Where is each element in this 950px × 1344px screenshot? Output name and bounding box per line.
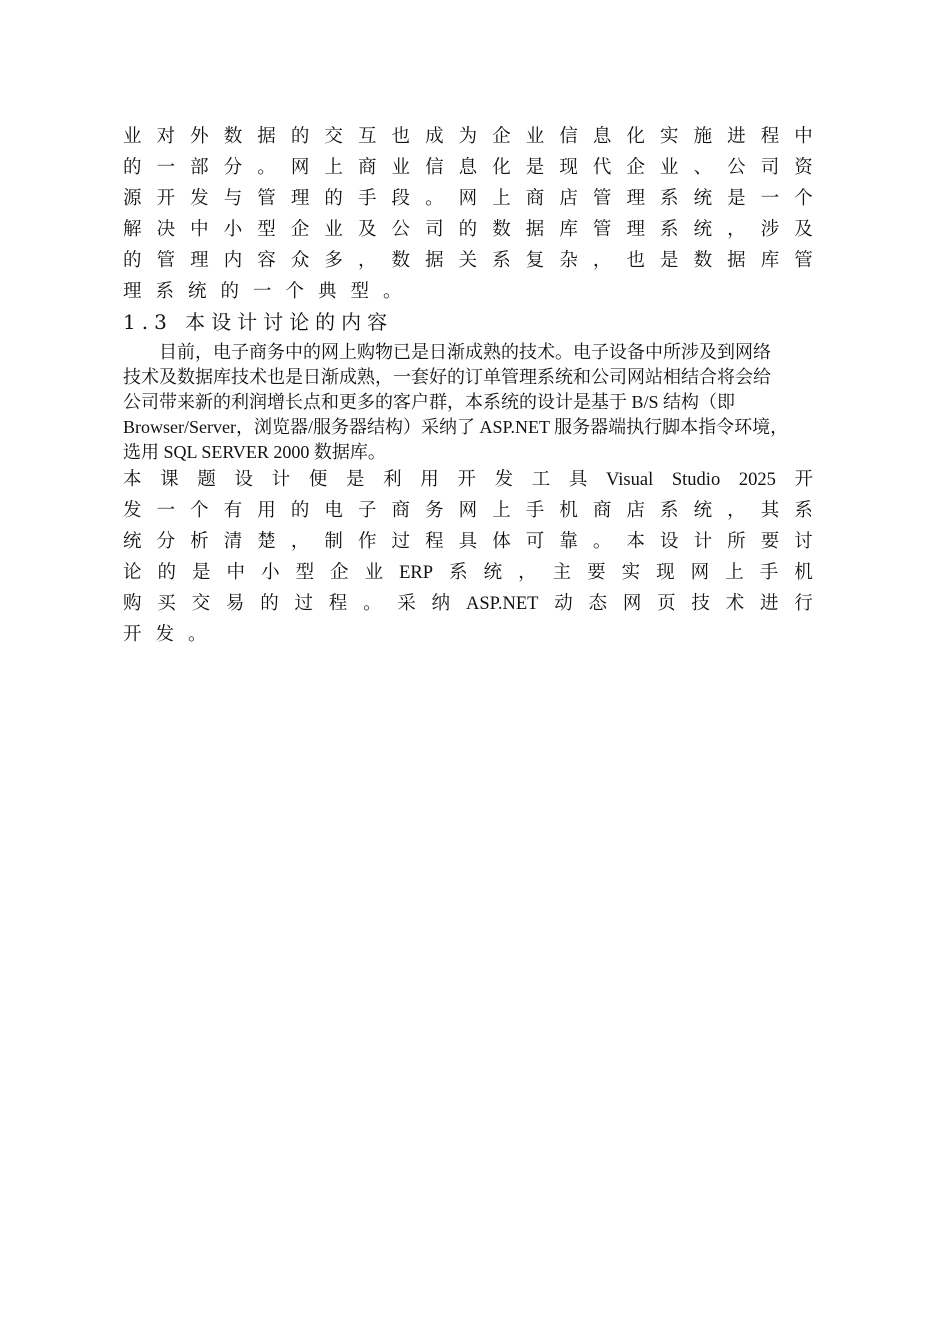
paragraph-3-line-5: 购 买 交 易 的 过 程 。 采 纳 ASP.NET 动 态 网 页 技 术 进 行	[123, 594, 813, 614]
paragraph-1-line-3: 源 开 发 与 管 理 的 手 段 。 网 上 商 店 管 理 系 统 是 一 个	[123, 188, 813, 209]
paragraph-3-line-4: 论 的 是 中 小 型 企 业 ERP 系 统 ， 主 要 实 现 网 上 手 机	[123, 563, 813, 583]
paragraph-3-line-6: 开发。	[123, 625, 221, 645]
section-heading: 1.3 本设计讨论的内容	[123, 310, 394, 334]
paragraph-2-line-1: 目前，电子商务中的网上购物已是日渐成熟的技术。电子设备中所涉及到网络	[123, 342, 771, 362]
paragraph-2-line-4: Browser/Server，浏览器/服务器结构）采纳了 ASP.NET 服务器端执行脚本指令环境，	[123, 417, 789, 437]
paragraph-1-line-1: 业 对 外 数 据 的 交 互 也 成 为 企 业 信 息 化 实 施 进 程 中	[123, 126, 813, 147]
paragraph-2-line-2: 技术及数据库技术也是日渐成熟，一套好的订单管理系统和公司网站相结合将会给	[123, 367, 771, 387]
paragraph-1-line-4: 解 决 中 小 型 企 业 及 公 司 的 数 据 库 管 理 系 统 ， 涉 及	[123, 219, 813, 240]
paragraph-1-line-2: 的 一 部 分 。 网 上 商 业 信 息 化 是 现 代 企 业 、 公 司 资	[123, 157, 813, 178]
paragraph-1-line-6: 理系统的一个典型。	[123, 281, 416, 302]
paragraph-3-line-3: 统 分 析 清 楚 ， 制 作 过 程 具 体 可 靠 。 本 设 计 所 要 讨	[123, 532, 813, 552]
paragraph-3-line-2: 发 一 个 有 用 的 电 子 商 务 网 上 手 机 商 店 系 统 ， 其 系	[123, 501, 813, 521]
paragraph-1-line-5: 的 管 理 内 容 众 多 ， 数 据 关 系 复 杂 ， 也 是 数 据 库 管	[123, 250, 813, 271]
paragraph-2-line-5: 选用 SQL SERVER 2000 数据库。	[123, 442, 386, 462]
paragraph-3-line-1: 本 课 题 设 计 便 是 利 用 开 发 工 具 Visual Studio 2025 开	[123, 470, 813, 490]
paragraph-2-line-3: 公司带来新的利润增长点和更多的客户群，本系统的设计是基于 B/S 结构（即	[123, 392, 736, 412]
